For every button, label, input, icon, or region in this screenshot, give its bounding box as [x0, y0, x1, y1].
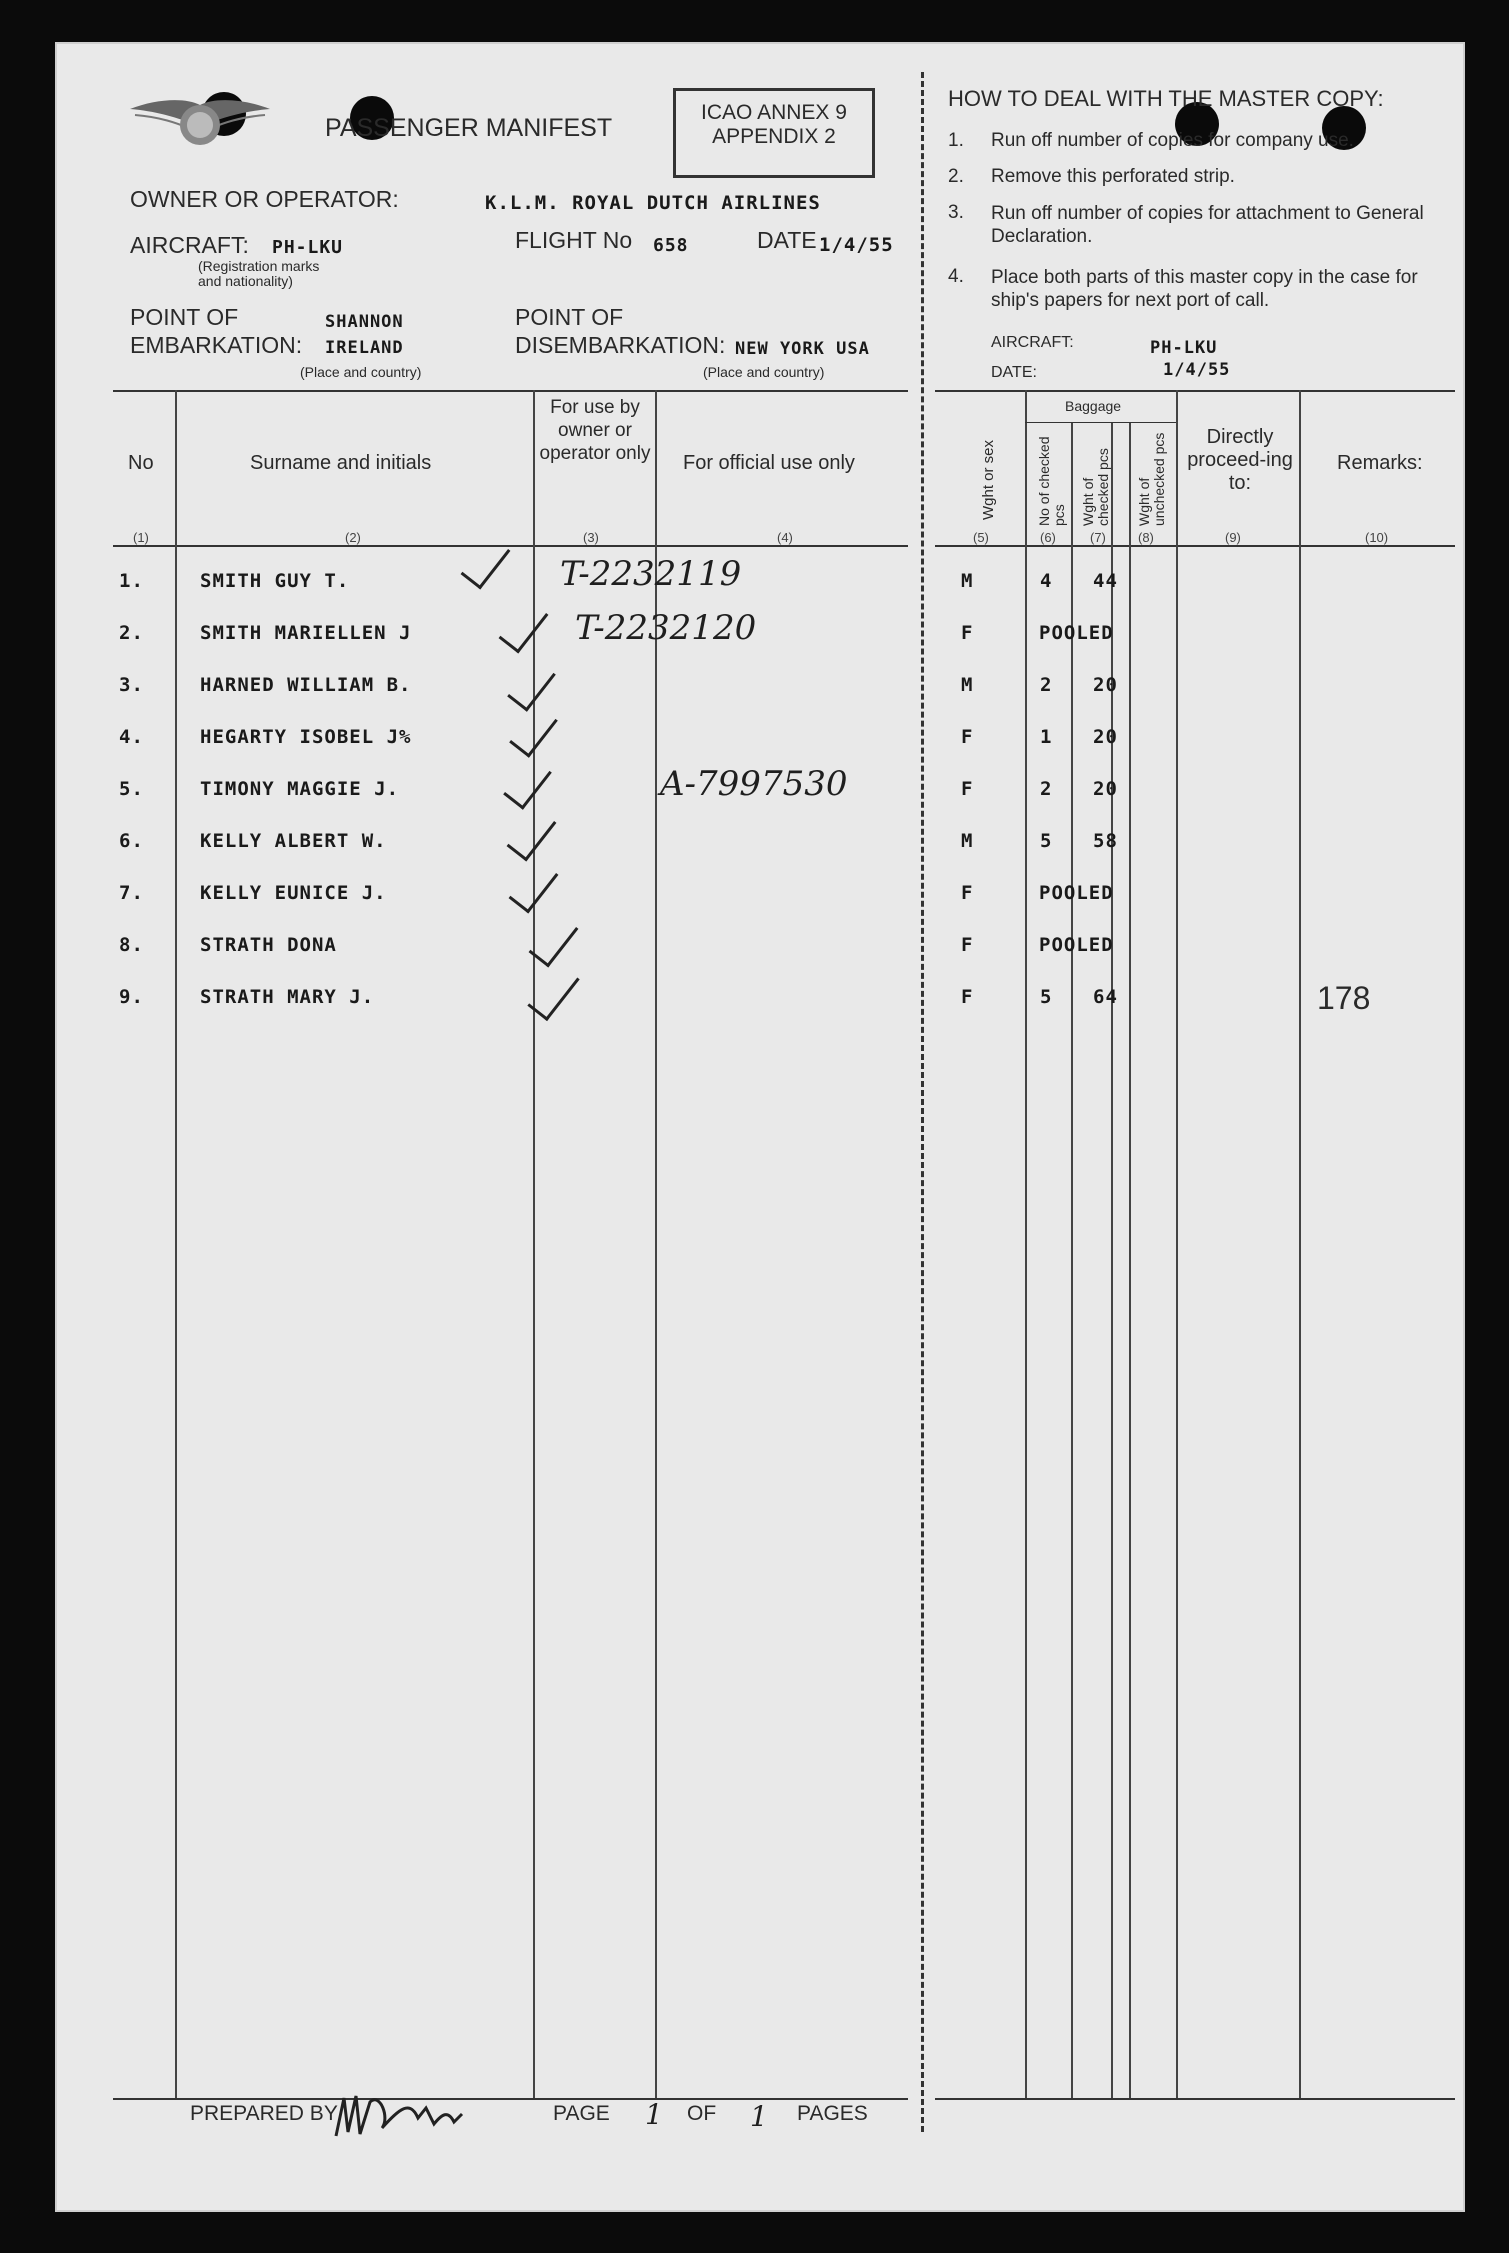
col-header-baggage: Baggage [1065, 398, 1122, 414]
checked-pieces: 2 [1040, 778, 1053, 800]
instruction-num: 4. [948, 266, 964, 287]
owner-value: K.L.M. ROYAL DUTCH AIRLINES [485, 192, 821, 214]
col-header-remarks: Remarks: [1337, 452, 1423, 474]
col-header-checked-pcs: No of checked pcs [1036, 436, 1067, 526]
col-header-name: Surname and initials [250, 452, 432, 474]
col-header-destination: Directly proceed-ing to: [1187, 426, 1293, 494]
strip-date-label: DATE: [991, 364, 1037, 381]
col-header-official-use: For official use only [683, 452, 855, 474]
passenger-name: HEGARTY ISOBEL J% [200, 726, 412, 748]
prepared-by-label: PREPARED BY [190, 2102, 338, 2125]
passenger-sex: F [961, 986, 974, 1008]
row-number: 5. [119, 778, 144, 800]
table-bottom-rule [935, 2098, 1455, 2100]
col-number: (9) [1225, 530, 1241, 545]
embark-value: SHANNON [325, 312, 404, 332]
strip-aircraft-label: AIRCRAFT: [991, 334, 1074, 351]
header-bottom-rule [113, 545, 908, 547]
instruction-text: Place both parts of this master copy in the case for ship's papers for next port of call. [991, 267, 1418, 311]
instruction-num: 2. [948, 166, 964, 187]
tick-mark-icon [461, 535, 511, 589]
passenger-name: KELLY ALBERT W. [200, 830, 387, 852]
col-number: (1) [133, 530, 149, 545]
owner-label: OWNER OR OPERATOR: [130, 186, 399, 212]
passenger-name: KELLY EUNICE J. [200, 882, 387, 904]
column-divider [1129, 422, 1131, 2098]
col-header-unchecked-weight: Wght of unchecked pcs [1136, 432, 1167, 526]
passenger-name: HARNED WILLIAM B. [200, 674, 412, 696]
checked-weight: 58 [1093, 830, 1118, 852]
row-number: 1. [119, 570, 144, 592]
tick-mark-icon [527, 964, 579, 1021]
passenger-sex: F [961, 882, 974, 904]
row-number: 7. [119, 882, 144, 904]
instruction-text: Run off number of copies for attachment to General Declaration. [991, 203, 1424, 247]
row-number: 2. [119, 622, 144, 644]
embark-label: EMBARKATION: [130, 332, 303, 358]
embark-value: IRELAND [325, 338, 404, 358]
pages-label: PAGES [797, 2102, 868, 2125]
disembark-label: POINT OF [515, 304, 624, 330]
column-divider [1025, 390, 1027, 2098]
col-header-sex: Wght or sex [980, 439, 997, 520]
icao-box [673, 88, 875, 178]
checked-pieces: 2 [1040, 674, 1053, 696]
strip-date-value: 1/4/55 [1163, 360, 1231, 380]
instruction-text: Run off number of copies for company use. [991, 130, 1354, 151]
place-note: (Place and country) [300, 364, 422, 380]
page-number: 1 [645, 2098, 663, 2131]
passenger-sex: M [961, 674, 974, 696]
column-divider [1299, 390, 1301, 2098]
col-header-checked-weight: Wght of checked pcs [1080, 448, 1111, 526]
flight-value: 658 [653, 235, 689, 256]
passenger-sex: M [961, 570, 974, 592]
checked-pieces: POOLED [1039, 882, 1114, 904]
passenger-name: SMITH GUY T. [200, 570, 350, 592]
row-number: 9. [119, 986, 144, 1008]
handwritten-ticket-number: T-2232119 [560, 554, 742, 594]
disembark-label: DISEMBARKATION: [515, 332, 726, 358]
instruction-num: 3. [948, 202, 964, 223]
tick-mark-icon [507, 659, 556, 711]
embark-label: POINT OF [130, 304, 239, 330]
aircraft-label: AIRCRAFT: [130, 232, 249, 258]
passenger-name: STRATH DONA [200, 934, 337, 956]
checked-weight: 20 [1093, 674, 1118, 696]
icao-line: ICAO ANNEX 9 [701, 101, 847, 124]
handwritten-official-number: A-7997530 [660, 764, 848, 804]
passenger-name: SMITH MARIELLEN J [200, 622, 412, 644]
checked-weight: 20 [1093, 778, 1118, 800]
checked-pieces: 5 [1040, 986, 1053, 1008]
col-number: (6) [1040, 530, 1056, 545]
instruction-text: Remove this perforated strip. [991, 166, 1235, 187]
form-title: PASSENGER MANIFEST [325, 114, 613, 142]
disembark-value: NEW YORK USA [735, 339, 870, 359]
table-bottom-rule [113, 2098, 908, 2100]
passenger-sex: M [961, 830, 974, 852]
col-number: (8) [1138, 530, 1154, 545]
col-number: (3) [583, 530, 599, 545]
checked-weight: 64 [1093, 986, 1118, 1008]
of-label: OF [687, 2102, 717, 2125]
passenger-sex: F [961, 622, 974, 644]
icao-line: APPENDIX 2 [712, 125, 836, 148]
passenger-name: STRATH MARY J. [200, 986, 375, 1008]
date-value: 1/4/55 [819, 234, 894, 256]
checked-weight: 20 [1093, 726, 1118, 748]
aircraft-value: PH-LKU [272, 237, 344, 258]
passenger-name: TIMONY MAGGIE J. [200, 778, 400, 800]
checked-weight: 44 [1093, 570, 1118, 592]
instructions-title: HOW TO DEAL WITH THE MASTER COPY: [948, 86, 1384, 111]
col-number: (2) [345, 530, 361, 545]
baggage-rule [1025, 422, 1176, 423]
tick-mark-icon [529, 913, 579, 967]
col-header-no: No [128, 452, 154, 474]
col-header-owner-use: For use by owner or operator only [539, 397, 651, 464]
flight-label: FLIGHT No [515, 227, 633, 253]
row-number: 4. [119, 726, 144, 748]
header-bottom-rule [935, 545, 1455, 547]
checked-pieces: 4 [1040, 570, 1053, 592]
checked-pieces: POOLED [1039, 622, 1114, 644]
checked-pieces: 5 [1040, 830, 1053, 852]
table-top-rule [935, 390, 1455, 392]
tick-mark-icon [509, 859, 559, 913]
place-note: (Place and country) [703, 364, 825, 380]
tick-mark-icon [509, 705, 558, 757]
passenger-sex: F [961, 778, 974, 800]
column-divider [175, 390, 177, 2098]
aircraft-note: (Registration marks and nationality) [198, 258, 320, 289]
col-number: (10) [1365, 530, 1389, 545]
handwritten-ticket-number: T-2232120 [575, 608, 757, 648]
passenger-sex: F [961, 726, 974, 748]
remarks-value: 178 [1317, 980, 1371, 1016]
table-top-rule [113, 390, 908, 392]
instruction-num: 1. [948, 130, 964, 151]
tick-mark-icon [507, 807, 557, 861]
checked-pieces: 1 [1040, 726, 1053, 748]
tick-mark-icon [499, 599, 549, 653]
row-number: 6. [119, 830, 144, 852]
page-total: 1 [750, 2100, 768, 2133]
passenger-sex: F [961, 934, 974, 956]
column-divider [1071, 422, 1073, 2098]
tick-mark-icon [503, 757, 552, 809]
row-number: 8. [119, 934, 144, 956]
manifest-page [55, 42, 1465, 2212]
date-label: DATE [757, 227, 817, 253]
airline-wing-logo-icon [125, 87, 275, 157]
strip-aircraft-value: PH-LKU [1150, 338, 1218, 358]
column-divider [1176, 390, 1178, 2098]
col-number: (5) [973, 530, 989, 545]
col-number: (4) [777, 530, 793, 545]
checked-pieces: POOLED [1039, 934, 1114, 956]
col-number: (7) [1090, 530, 1106, 545]
page-label: PAGE [553, 2102, 610, 2125]
row-number: 3. [119, 674, 144, 696]
column-divider [533, 390, 535, 2098]
preparer-signature [330, 2088, 490, 2144]
perforated-strip-line [921, 72, 924, 2132]
